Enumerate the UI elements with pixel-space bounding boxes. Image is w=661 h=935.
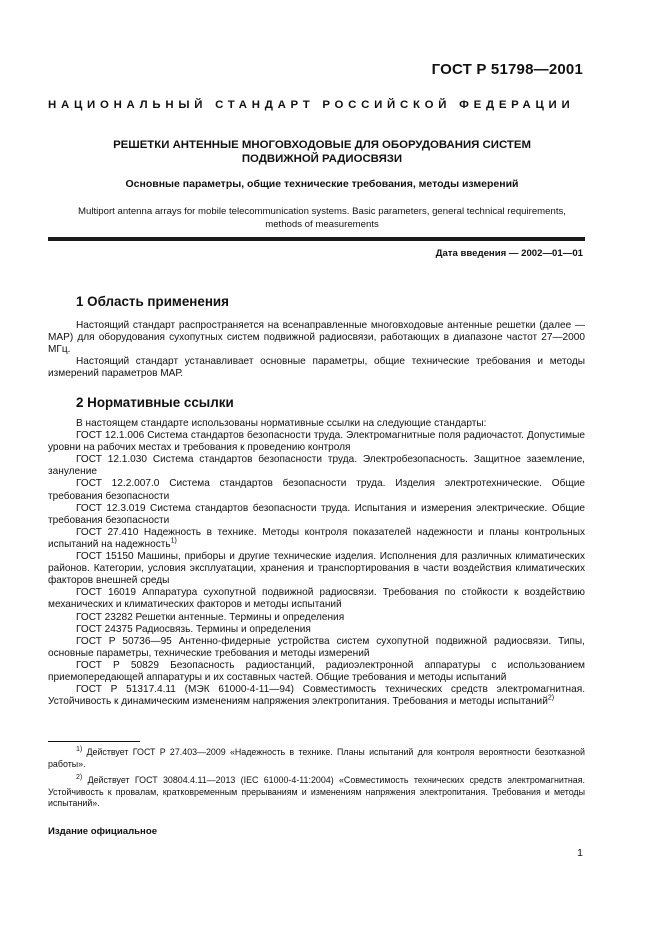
reference-item: ГОСТ 12.2.007.0 Система стандартов безопасности труда. Изделия электротехнические. Общие требования безопасности bbox=[48, 478, 585, 502]
title-line-1: РЕШЕТКИ АНТЕННЫЕ МНОГОВХОДОВЫЕ ДЛЯ ОБОРУДОВАНИЯ СИСТЕМ bbox=[113, 139, 531, 151]
english-title bbox=[46, 206, 598, 231]
reference-item bbox=[48, 684, 585, 708]
section-2-heading: 2 Нормативные ссылки bbox=[76, 395, 234, 410]
reference-item: ГОСТ 23282 Решетки антенные. Термины и определения bbox=[76, 611, 345, 623]
section-1-paragraph-1: Настоящий стандарт распространяется на всенаправленные многовходовые антенные решетки (далее — МАР) для оборудования сухопутных систем подвижной радиосвязи, работающих в диапазоне частот 27—2000 МГц. bbox=[48, 320, 585, 356]
title-divider bbox=[48, 237, 585, 241]
footnote-mark-2: 2) bbox=[547, 694, 555, 702]
footnote-2-mark: 2) bbox=[76, 774, 83, 782]
footnote-2-text: Действует ГОСТ 30804.4.11—2013 (IEC 61000-4-11:2004) «Совместимость технических средств электромагнитная. Устойчивость к провалам, кратковременным прерываниям и изменениям напряжения электропитания. Требования и методы испытаний». bbox=[48, 775, 585, 808]
reference-item: ГОСТ 12.1.030 Система стандартов безопасности труда. Электробезопасность. Защитное заземление, зануление bbox=[48, 454, 585, 478]
english-title-line-2: methods of measurements bbox=[265, 218, 379, 230]
footnote-1-text: Действует ГОСТ Р 27.403—2009 «Надежность в технике. Планы испытаний для контроля вероятности безотказной работы». bbox=[48, 747, 585, 769]
reference-item bbox=[48, 527, 585, 551]
introduction-date: Дата введения — 2002—01—01 bbox=[435, 248, 583, 259]
footnote-1-mark: 1) bbox=[76, 746, 83, 754]
footnote-2 bbox=[48, 775, 585, 810]
reference-item: ГОСТ Р 50736—95 Антенно-фидерные устройства систем сухопутной подвижной радиосвязи. Типы, основные параметры, технические требования и методы измерений bbox=[48, 635, 585, 659]
section-1-body bbox=[48, 320, 585, 380]
reference-item: ГОСТ 15150 Машины, приборы и другие технические изделия. Исполнения для различных климатических районов. Категории, условия эксплуатации, хранения и транспортирования в части воздействия климатических факторов внешней среды bbox=[48, 551, 585, 587]
footnote-mark-1: 1) bbox=[170, 537, 177, 545]
standard-number: ГОСТ Р 51798—2001 bbox=[431, 61, 583, 78]
reference-item: ГОСТ 24375 Радиосвязь. Термины и определения bbox=[76, 623, 311, 635]
reference-item: ГОСТ 12.3.019 Система стандартов безопасности труда. Испытания и измерения электрические. Общие требования безопасности bbox=[48, 502, 585, 526]
reference-text: ГОСТ Р 51317.4.11 (МЭК 61000-4-11—94) Совместимость технических средств электромагнитная. Устойчивость к динамическим изменениям напряжения электропитания. Требования и методы испытаний bbox=[48, 684, 585, 708]
footnotes bbox=[48, 747, 585, 815]
reference-text: ГОСТ 27.410 Надежность в технике. Методы контроля показателей надежности и планы контрольных испытаний на надежность bbox=[48, 526, 585, 550]
english-title-line-1: Multiport antenna arrays for mobile telecommunication systems. Basic parameters, general technical requirements, bbox=[78, 206, 566, 217]
references-intro: В настоящем стандарте использованы нормативные ссылки на следующие стандарты: bbox=[76, 418, 487, 429]
reference-item: ГОСТ 12.1.006 Система стандартов безопасности труда. Электромагнитные поля радиочастот. Допустимые уровни на рабочих местах и требования к проведению контроля bbox=[48, 430, 585, 454]
footnote-1 bbox=[48, 747, 585, 770]
reference-item: ГОСТ 16019 Аппаратура сухопутной подвижной радиосвязи. Требования по стойкости к воздействию механических и климатических факторов и методы испытаний bbox=[48, 587, 585, 611]
document-title bbox=[60, 138, 584, 166]
footnote-divider bbox=[48, 741, 140, 742]
reference-item: ГОСТ Р 50829 Безопасность радиостанций, радиоэлектронной аппаратуры с использованием приемопередающей аппаратуры и их составных частей. Общие требования и методы испытаний bbox=[48, 659, 585, 683]
national-standard-banner: НАЦИОНАЛЬНЫЙ СТАНДАРТ РОССИЙСКОЙ ФЕДЕРАЦИИ bbox=[48, 99, 575, 111]
normative-references-list bbox=[48, 418, 585, 708]
title-line-2: ПОДВИЖНОЙ РАДИОСВЯЗИ bbox=[241, 153, 403, 165]
section-1-paragraph-2: Настоящий стандарт устанавливает основные параметры, общие технические требования и методы измерений параметров МАР. bbox=[48, 356, 585, 380]
document-subtitle: Основные параметры, общие технические требования, методы измерений bbox=[125, 178, 519, 190]
official-edition-label: Издание официальное bbox=[48, 826, 158, 837]
section-1-heading: 1 Область применения bbox=[76, 294, 229, 309]
page-number: 1 bbox=[577, 847, 583, 859]
